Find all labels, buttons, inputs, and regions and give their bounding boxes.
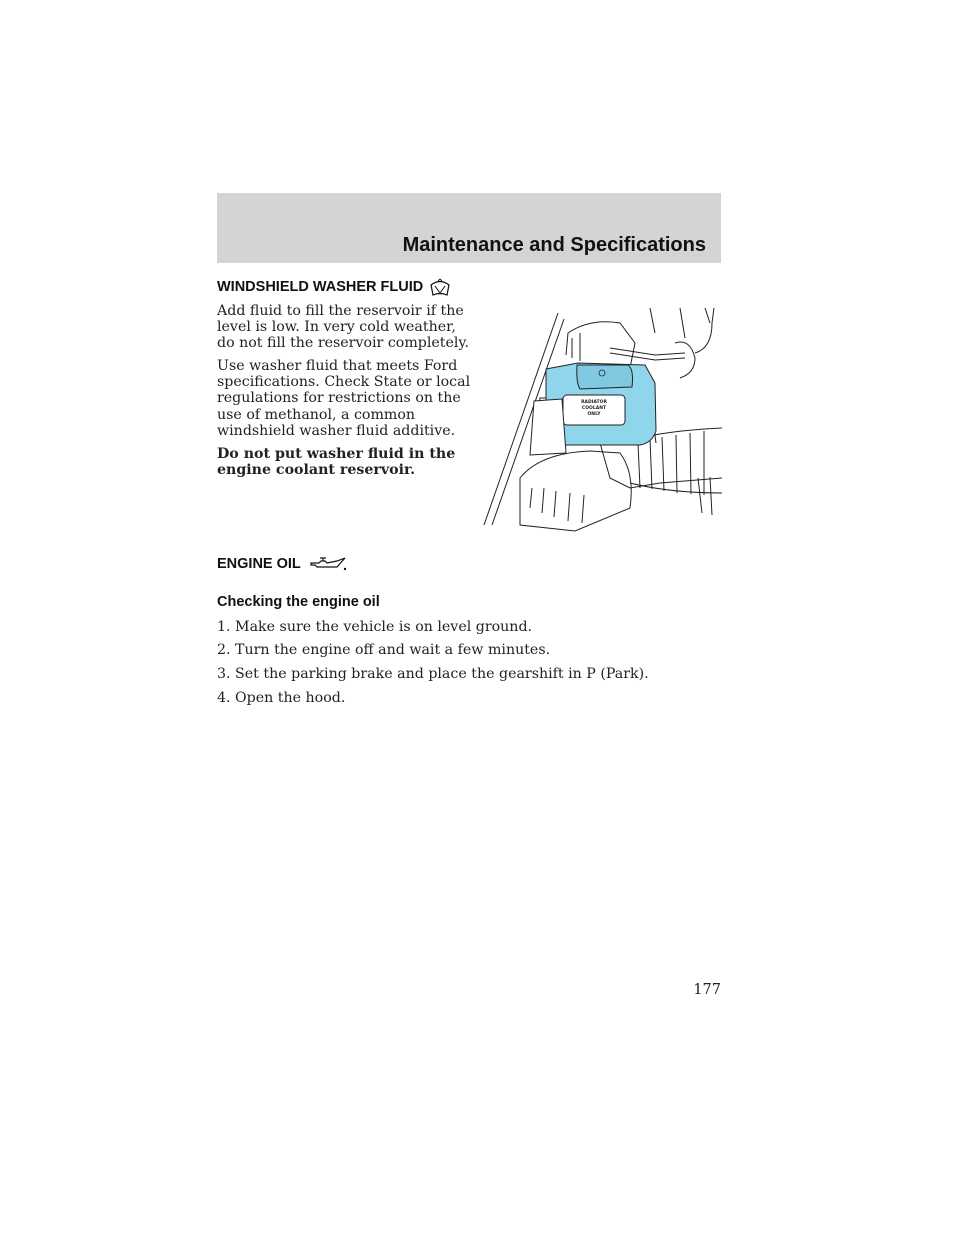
reservoir-label-line-1: RADIATOR xyxy=(581,400,607,405)
step-2: 2. Turn the engine off and wait a few minutes. xyxy=(217,642,551,658)
reservoir-label-line-3: ONLY xyxy=(587,412,601,417)
washer-fluid-heading xyxy=(217,277,451,297)
engine-oil-heading-text: ENGINE OIL xyxy=(217,556,301,572)
washer-warning: Do not put washer fluid in the engine coolant reservoir. xyxy=(217,446,456,479)
washer-fluid-heading-text: WINDSHIELD WASHER FLUID xyxy=(217,279,424,295)
oil-can-icon xyxy=(307,555,347,573)
reservoir-label-line-2: COOLANT xyxy=(581,406,607,411)
washer-para-2: Use washer fluid that meets Ford specifications. Check State or local regulations for restrictions on the use of methanol, a common windshield washer fluid additive. xyxy=(217,358,471,439)
page-number: 177 xyxy=(693,982,721,998)
step-4: 4. Open the hood. xyxy=(217,690,346,706)
windshield-washer-icon xyxy=(429,277,451,297)
page-title: Maintenance and Specifications xyxy=(402,234,706,256)
header-band xyxy=(217,193,721,263)
washer-para-1: Add fluid to fill the reservoir if the level is low. In very cold weather, do not fill the reservoir completely. xyxy=(217,303,470,352)
check-oil-subheading: Checking the engine oil xyxy=(217,594,380,610)
step-1: 1. Make sure the vehicle is on level ground. xyxy=(217,619,533,635)
engine-oil-heading xyxy=(217,555,347,573)
step-3: 3. Set the parking brake and place the gearshift in P (Park). xyxy=(217,666,649,682)
engine-compartment-illustration xyxy=(480,303,722,533)
